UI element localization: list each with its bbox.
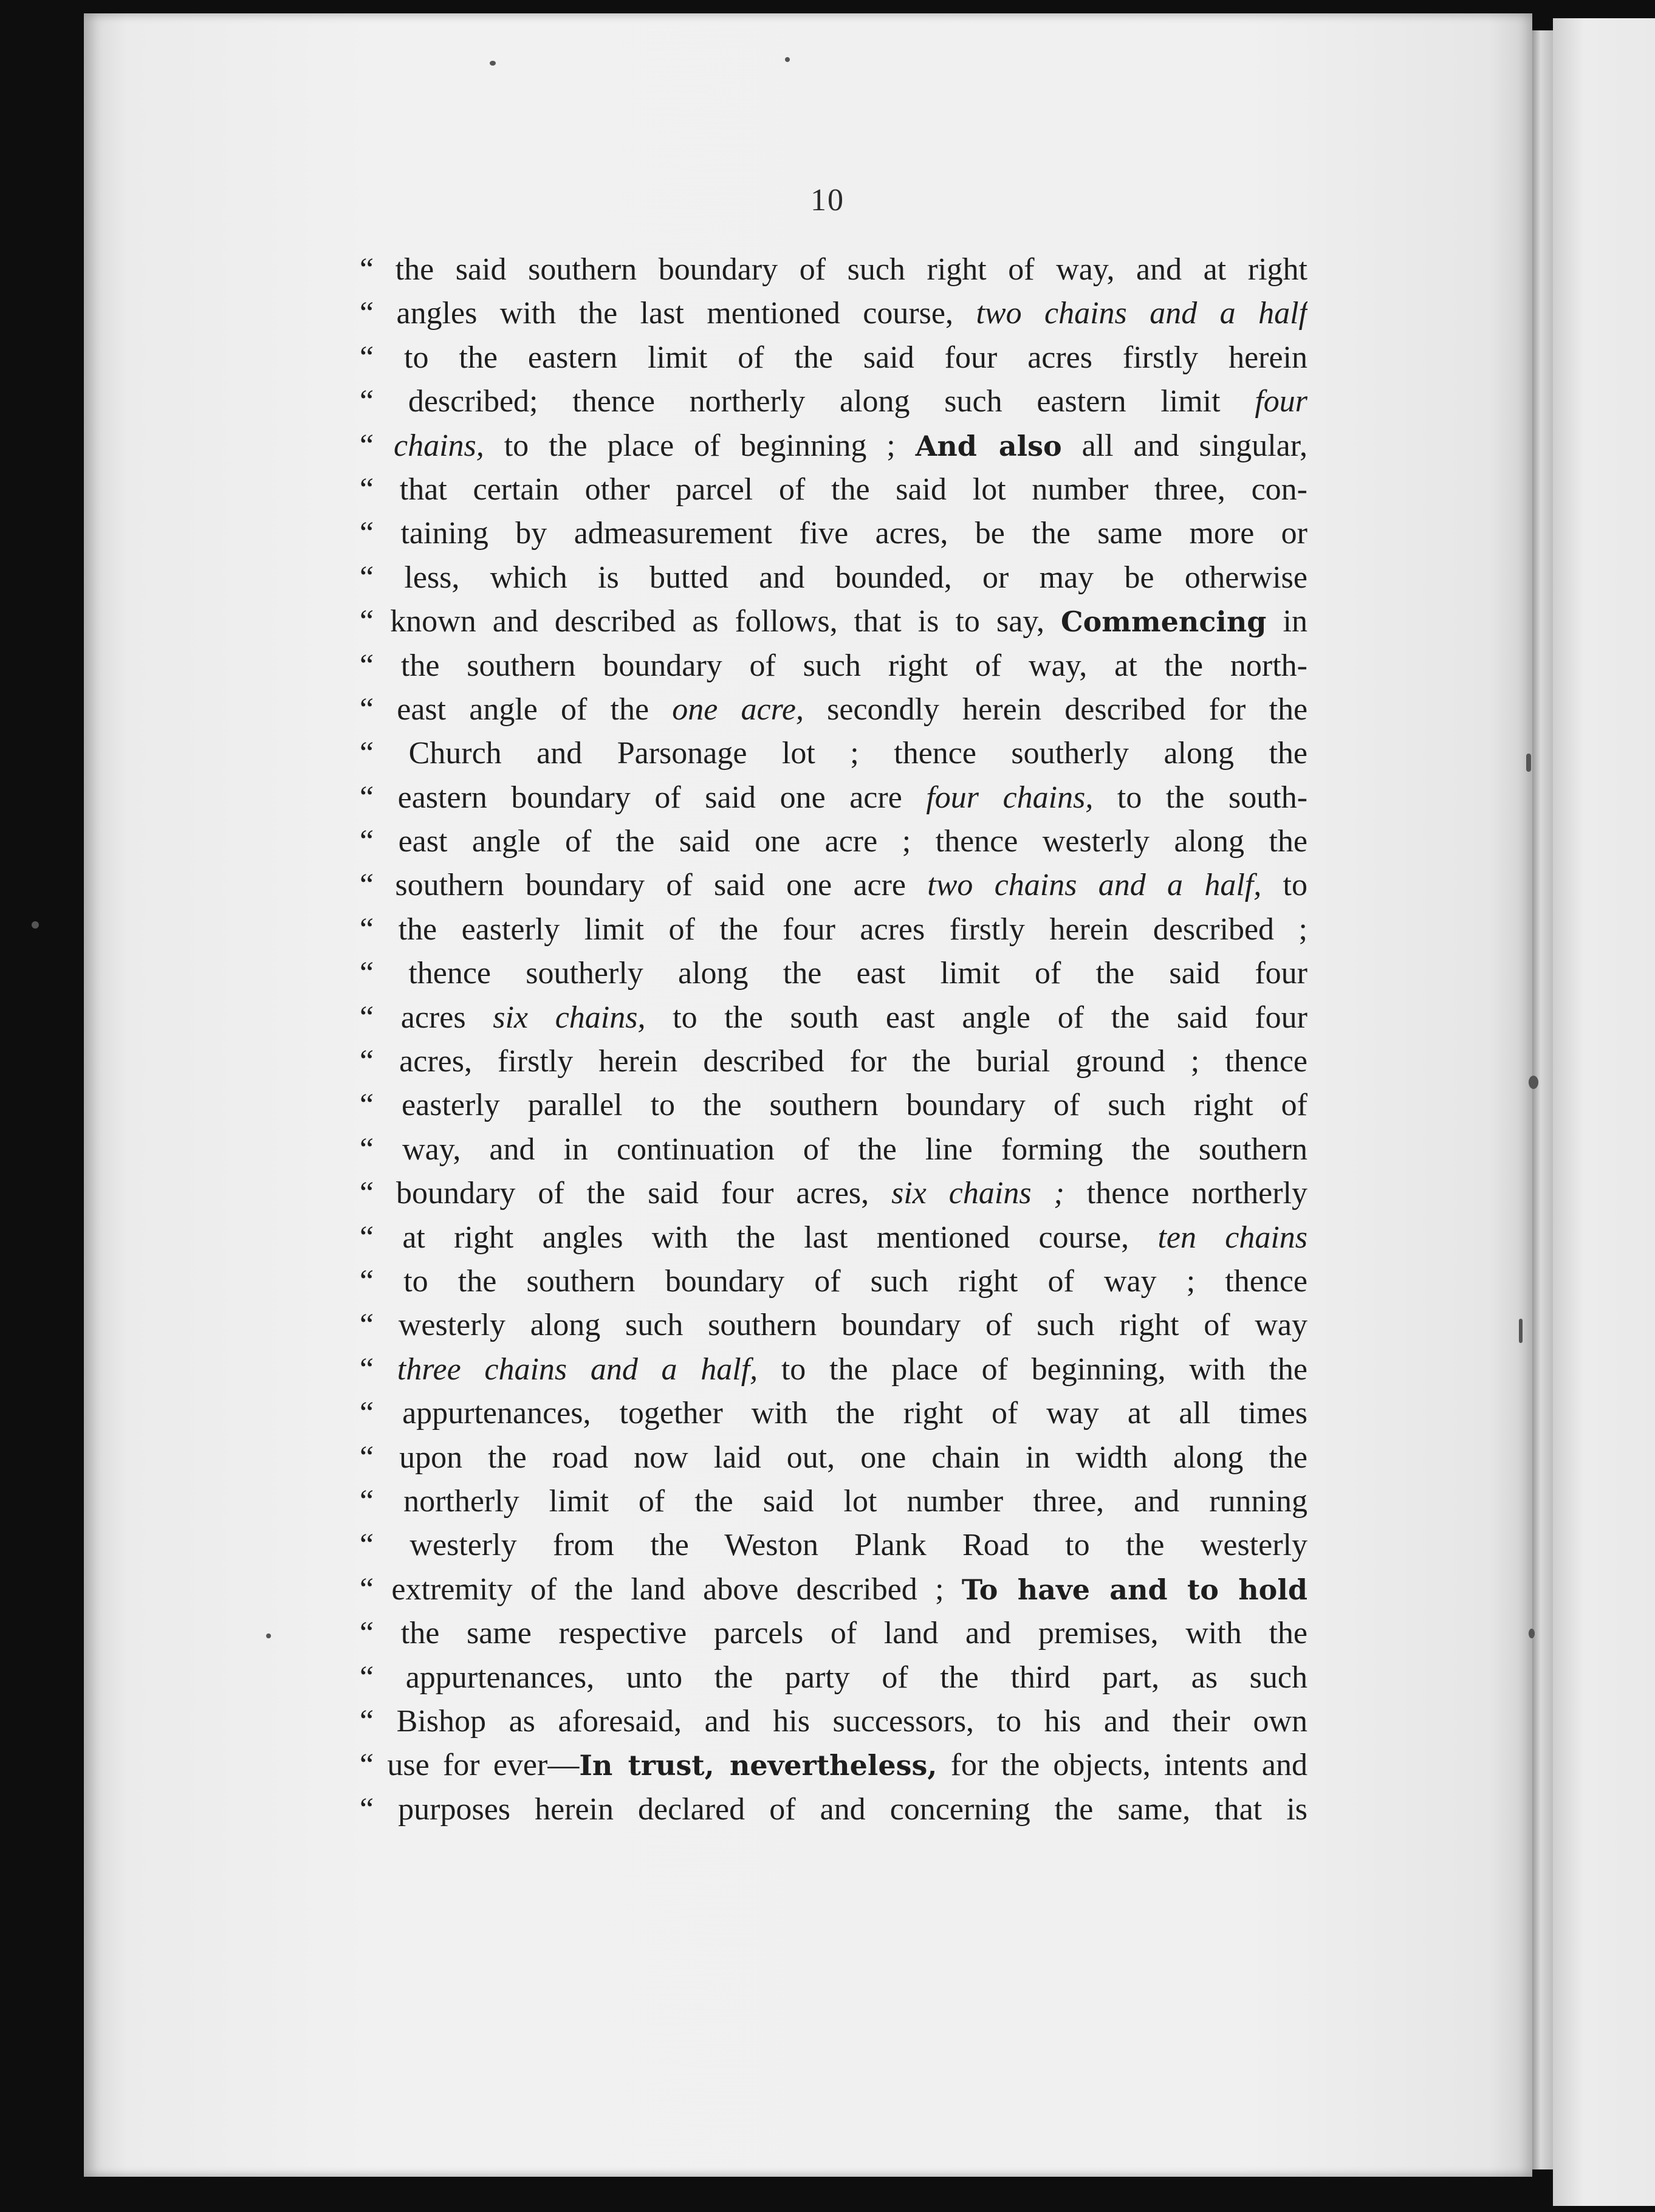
text-run: “ angles with the last mentioned course, [360,296,976,331]
text-line [360,1788,1307,1832]
italic-run: four chains, [926,780,1094,815]
text-line [360,1348,1307,1392]
text-run: “ acres, firstly herein described for the burial ground ; thence [360,1044,1307,1079]
text-run: “ northerly limit of the said lot number three, and running [360,1483,1307,1519]
text-line [360,1612,1307,1655]
text-line [360,1392,1307,1435]
text-run: “ Bishop as aforesaid, and his successors, to his and their own [360,1703,1307,1739]
paper-speck [490,61,496,66]
text-line [360,600,1307,644]
text-run: “ to the eastern limit of the said four acres firstly herein [360,340,1307,375]
text-line [360,292,1307,335]
text-line [360,644,1307,688]
blackletter-run: And also [915,429,1062,462]
text-run: “ [360,428,394,463]
text-line [360,952,1307,995]
paper-speck [266,1633,271,1638]
text-run: “ east angle of the said one acre ; thence westerly along the [360,824,1307,859]
text-run: “ purposes herein declared of and concerning the same, that is [360,1791,1307,1827]
text-run: “ southern boundary of said one acre [360,868,928,903]
text-run: “ taining by admeasurement five acres, be the same more or [360,516,1307,551]
text-line [360,1128,1307,1172]
text-line [360,1260,1307,1304]
text-run: to the south- [1093,780,1307,815]
text-run: “ known and described as follows, that is to say, [360,604,1061,639]
italic-run: four [1255,384,1307,419]
adjacent-page [1553,18,1655,2206]
body-text [360,248,1307,1832]
text-line [360,776,1307,820]
text-run: “ extremity of the land above described ; [360,1571,962,1607]
text-line [360,1523,1307,1567]
text-run: to the south east angle of the said four [645,1000,1307,1035]
text-run: thence northerly [1064,1176,1307,1211]
text-run: “ eastern boundary of said one acre [360,780,927,815]
text-line [360,336,1307,380]
text-run: in [1266,604,1307,639]
text-line [360,820,1307,864]
text-line [360,1568,1307,1612]
text-run: all and singular, [1061,428,1307,463]
text-run: “ acres [360,1000,493,1035]
text-run: “ upon the road now laid out, one chain in width along the [360,1440,1307,1475]
italic-run: ten chains [1157,1220,1307,1255]
page-fold-edge [1532,30,1553,2169]
italic-run: one acre, [672,692,804,727]
italic-run: three chains and a half, [397,1352,758,1387]
blackletter-run: In trust, nevertheless, [579,1749,937,1782]
text-run: for the objects, intents and [937,1748,1307,1783]
text-run: “ way, and in continuation of the line forming the southern [360,1132,1307,1167]
italic-run: two chains and a half [976,296,1307,331]
text-run: “ described; thence northerly along such eastern limit [360,384,1255,419]
blackletter-run: Commencing [1061,605,1267,639]
text-run: “ the southern boundary of such right of way, at the north- [360,648,1307,683]
text-line [360,512,1307,555]
text-line [360,1040,1307,1084]
text-line [360,996,1307,1040]
text-line [360,908,1307,952]
text-run: “ east angle of the [360,692,673,727]
text-run: “ to the southern boundary of such right of way ; thence [360,1263,1307,1299]
text-line [360,1480,1307,1523]
text-run: to the place of beginning, with the [758,1352,1307,1387]
text-line [360,1743,1307,1787]
text-run: secondly herein described for the [803,692,1307,727]
text-run: to the place of beginning ; [484,428,916,463]
text-line [360,1172,1307,1215]
italic-run: two chains and a half, [927,868,1262,903]
text-run: “ easterly parallel to the southern boundary of such right of [360,1088,1307,1123]
text-line [360,732,1307,775]
text-line [360,556,1307,600]
text-line [360,1436,1307,1480]
text-run: “ the same respective parcels of land and premises, with the [360,1616,1307,1651]
text-run: “ use for ever— [360,1748,580,1783]
text-run: “ the said southern boundary of such right of way, and at right [360,252,1307,287]
italic-run: six chains, [493,1000,646,1035]
text-run: “ westerly from the Weston Plank Road to the westerly [360,1528,1307,1563]
page-number: 10 [810,183,845,218]
italic-run: six chains ; [891,1176,1064,1211]
paper-speck [785,57,790,62]
text-line [360,864,1307,907]
text-run: “ Church and Parsonage lot ; thence southerly along the [360,736,1307,771]
text-run: “ boundary of the said four acres, [360,1176,892,1211]
text-line [360,380,1307,424]
text-line [360,1216,1307,1260]
text-run: “ at right angles with the last mentioned course, [360,1220,1158,1255]
paper-speck [1519,1319,1523,1343]
text-run: “ the easterly limit of the four acres firstly herein described ; [360,912,1307,947]
text-run: “ less, which is butted and bounded, or may be otherwise [360,560,1307,595]
paper-speck [1529,1629,1535,1638]
text-line [360,424,1307,468]
text-run: “ [360,1352,397,1387]
text-line [360,1084,1307,1127]
text-run: “ that certain other parcel of the said lot number three, con- [360,472,1307,507]
paper-speck [1529,1076,1538,1089]
paper-speck [32,921,39,929]
text-run: “ thence southerly along the east limit of the said four [360,956,1307,991]
text-line [360,248,1307,292]
text-run: to [1261,868,1307,903]
text-line [360,468,1307,512]
paper-speck [1526,754,1531,772]
text-run: “ westerly along such southern boundary of such right of way [360,1308,1307,1343]
text-line [360,1700,1307,1743]
text-line [360,1304,1307,1347]
text-line [360,688,1307,732]
text-run: “ appurtenances, together with the right of way at all times [360,1396,1307,1431]
italic-run: chains, [394,428,484,463]
blackletter-run: To have and to hold [961,1573,1307,1606]
text-line [360,1656,1307,1700]
text-run: “ appurtenances, unto the party of the third part, as such [360,1660,1307,1695]
